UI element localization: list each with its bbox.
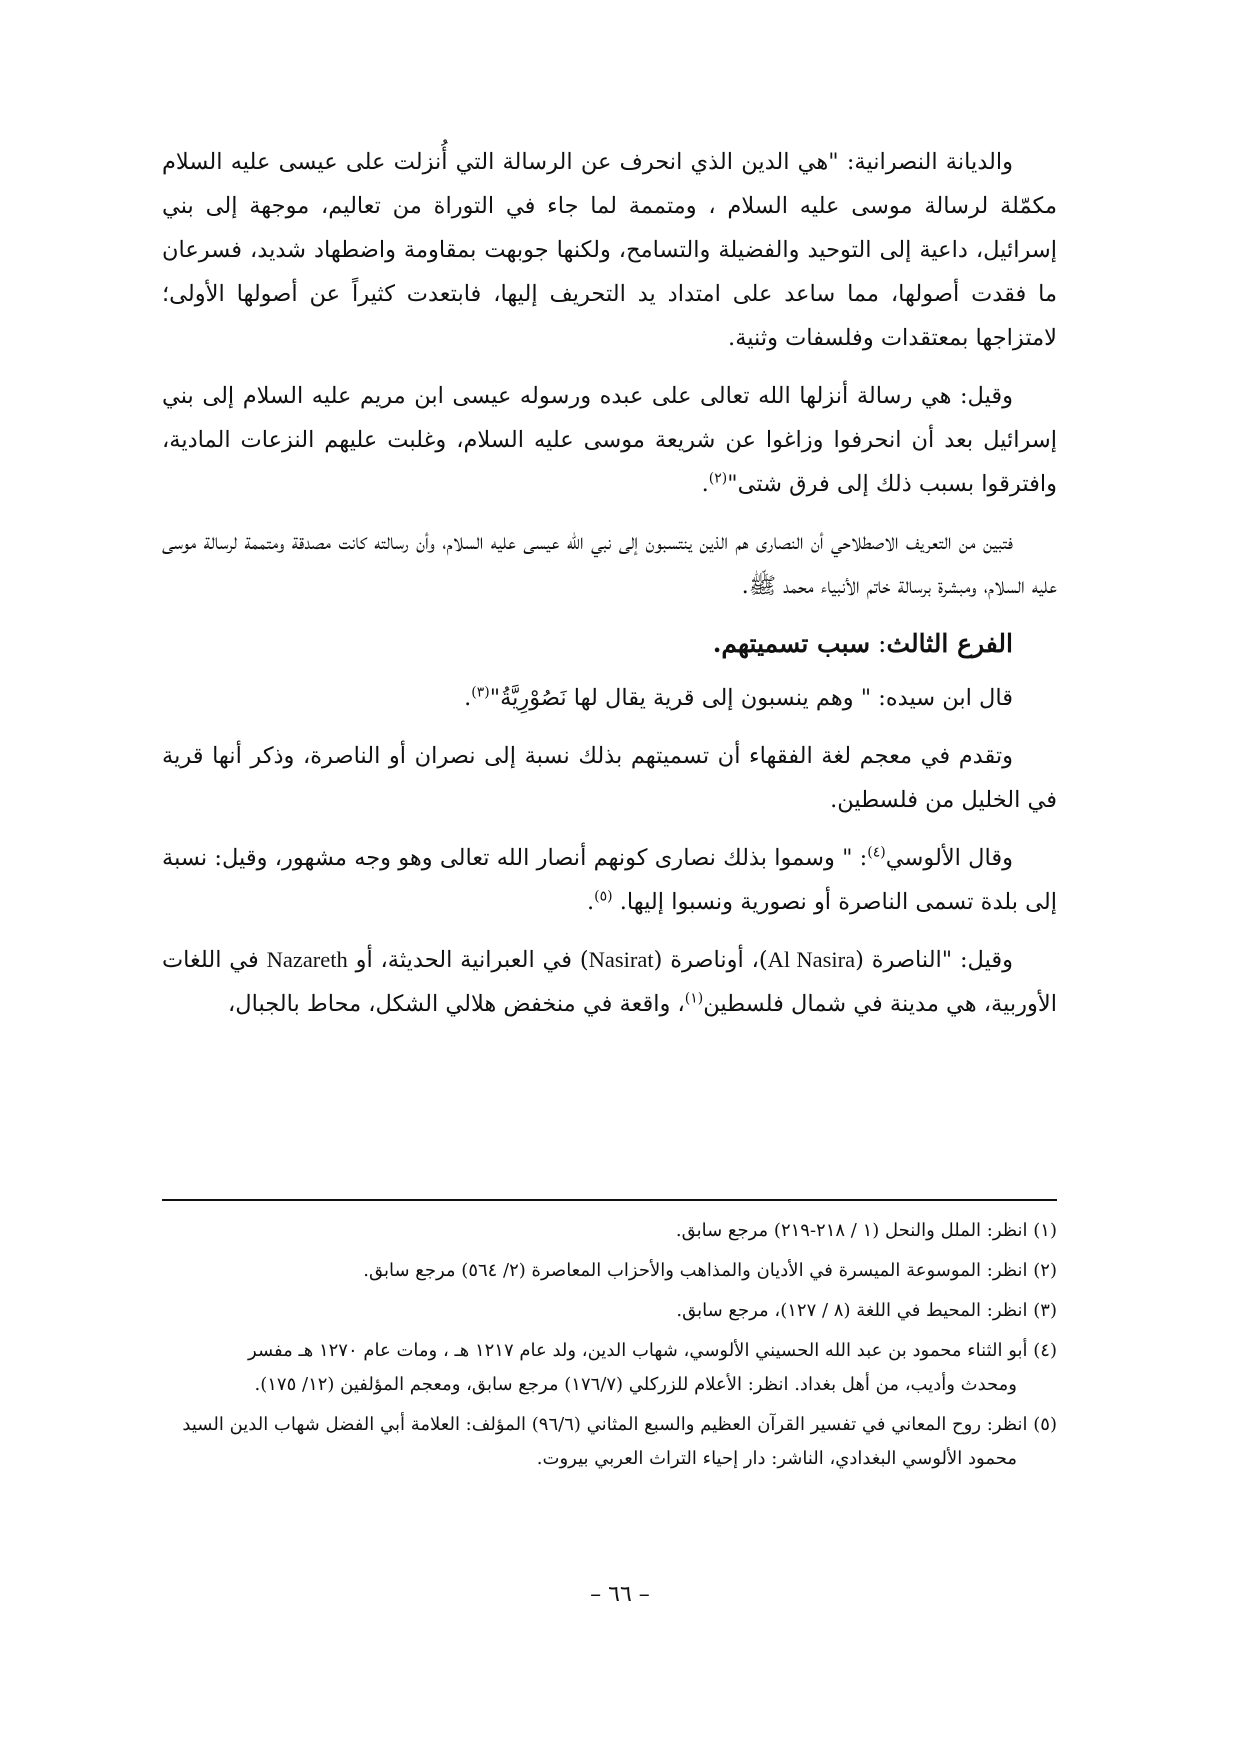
paragraph-text: وقيل: "الناصرة ( xyxy=(855,947,1013,973)
footnote-divider xyxy=(162,1199,1057,1201)
paragraph-text: وقيل: هي رسالة أنزلها الله تعالى على عبده ورسوله عيسى ابن مريم عليه السلام إلى بني إسرائيل بعد أن انحرفوا وزاغوا عن شريعة موسى عليه السلام، وغلبت عليهم النزعات المادية، وافترقوا بسبب ذلك إلى فرق شتى" xyxy=(162,383,1057,497)
footnote-ref-5[interactable]: (٥) xyxy=(594,888,613,905)
footnote-1 xyxy=(162,1214,1057,1248)
footnote-text: (٢) انظر: الموسوعة الميسرة في الأديان والمذاهب والأحزاب المعاصرة (٢/ ٥٦٤) مرجع سابق. xyxy=(363,1260,1057,1281)
page-number: – ٦٦ – xyxy=(590,1582,650,1607)
footnote-5 xyxy=(162,1408,1057,1476)
section-heading xyxy=(162,622,1057,666)
paragraph-text: : " وسموا بذلك نصارى كونهم أنصار الله تعالى وهو وجه مشهور، وقيل: نسبة إلى بلدة تسمى الناصرة أو نصورية ونسبوا إليها. xyxy=(162,845,1057,915)
footnotes xyxy=(162,1214,1057,1482)
paragraph-text: في اللغات الأوربية، هي مدينة في شمال فلسطين xyxy=(162,947,1057,1017)
heading-separator: : xyxy=(870,629,887,658)
footnote-ref-3[interactable]: (٣) xyxy=(471,684,490,701)
heading-prefix: الفرع الثالث xyxy=(886,629,1013,658)
footnote-continuation: محمود الألوسي البغدادي، الناشر: دار إحياء التراث العربي بيروت. xyxy=(536,1448,1017,1469)
footnote-ref-2[interactable]: (٢) xyxy=(708,470,728,487)
footnote-text: (٣) انظر: المحيط في اللغة (٨ / ١٢٧)، مرجع سابق. xyxy=(676,1300,1057,1321)
paragraph-nazareth xyxy=(162,938,1057,1026)
paragraph-end: . xyxy=(464,685,472,711)
footnote-3 xyxy=(162,1294,1057,1328)
footnote-text: (٥) انظر: روح المعاني في تفسير القرآن العظيم والسبع المثاني (٩٦/٦) المؤلف: العلامة أبي الفضل شهاب الدين السيد xyxy=(182,1414,1057,1435)
paragraph-text: ، واقعة في منخفض هلالي الشكل، محاط بالجبال، xyxy=(228,991,685,1017)
paragraph-text: )، أوناصرة ( xyxy=(653,947,768,973)
heading-title: سبب تسميتهم. xyxy=(712,629,871,658)
footnote-2 xyxy=(162,1254,1057,1288)
footnote-ref-4[interactable]: (٤) xyxy=(867,844,886,861)
paragraph-ibn-sida xyxy=(162,676,1057,720)
footnote-ref-1[interactable]: (١) xyxy=(684,990,704,1007)
paragraph-alusi xyxy=(162,836,1057,924)
paragraph-text: ) في العبرانية الحديثة، أو xyxy=(347,947,589,973)
latin-term-al-nasira: Al Nasira xyxy=(767,947,856,972)
paragraph-end: . xyxy=(586,889,595,915)
paragraph-alternative-definition xyxy=(162,374,1057,506)
footnote-text: (١) انظر: الملل والنحل (١ / ٢١٨-٢١٩) مرجع سابق. xyxy=(675,1220,1057,1241)
paragraph-text: قال ابن سيده: " وهم ينسبون إلى قرية يقال لها نَصُوْرِيَّةُ" xyxy=(489,685,1013,711)
paragraph-dictionary: وتقدم في معجم لغة الفقهاء أن تسميتهم بذلك نسبة إلى نصران أو الناصرة، وذكر أنها قرية في الخليل من فلسطين. xyxy=(162,743,1057,813)
footnote-4 xyxy=(162,1334,1057,1402)
main-text xyxy=(162,140,1057,1040)
latin-term-nasirat: Nasirat xyxy=(588,947,654,972)
paragraph-definition: والديانة النصرانية: "هي الدين الذي انحرف عن الرسالة التي أُنزلت على عيسى عليه السلام مكمّلة لرسالة موسى عليه السلام ، ومتممة لما جاء في التوراة من تعاليم، موجهة إلى بني إسرائيل، داعية إلى التوحيد والفضيلة والتسامح، ولكنها جوبهت بمقاومة واضطهاد شديد، فسرعان ما فقدت أصولها، مما ساعد على امتداد يد التحريف إليها، فابتعدت كثيراً عن أصولها الأولى؛ لامتزاجها بمعتقدات وفلسفات وثنية. xyxy=(162,149,1057,351)
paragraph-text: وقال الألوسي xyxy=(885,845,1013,871)
paragraph-end: . xyxy=(701,471,709,497)
paragraph-conclusion: فتبين من التعريف الاصطلاحي أن النصارى هم الذين ينتسبون إلى نبي الله عيسى عليه السلام، وأن رسالته كانت مصدقة ومتممة لرسالة موسى عليه السلام، ومبشرة برسالة خاتم الأنبياء محمد ﷺ. xyxy=(162,529,1057,599)
footnote-continuation: ومحدث وأديب، من أهل بغداد. انظر: الأعلام للزركلي (١٧٦/٧) مرجع سابق، ومعجم المؤلفين (١٢/ ١٧٥). xyxy=(254,1374,1017,1395)
footnote-text: (٤) أبو الثناء محمود بن عبد الله الحسيني الألوسي، شهاب الدين، ولد عام ١٢١٧ هـ ، ومات عام ١٢٧٠ هـ مفسر xyxy=(248,1340,1057,1361)
latin-term-nazareth: Nazareth xyxy=(266,947,348,972)
